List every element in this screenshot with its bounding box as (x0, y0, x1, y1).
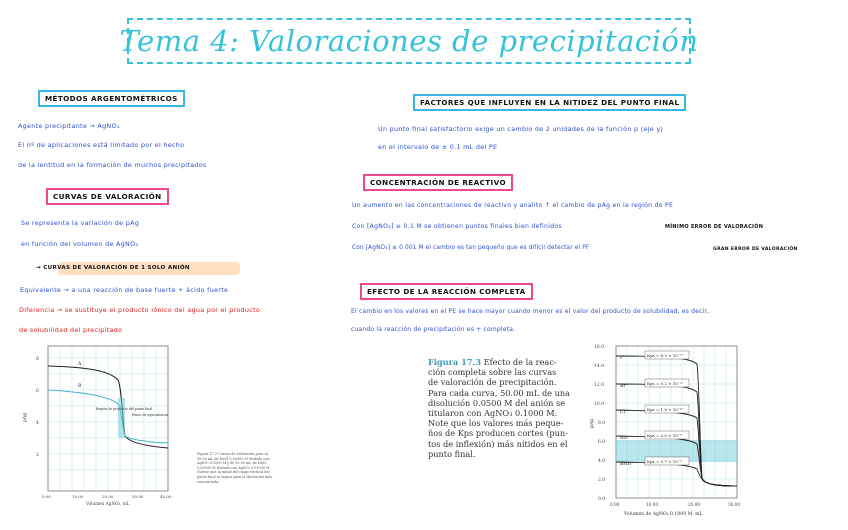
efecto-line-2: cuando la reacción de precipitación es + completa. (351, 326, 516, 333)
y-tick: 6.0 (598, 440, 606, 445)
curve-b-label: B (78, 384, 82, 389)
figure-caption-label: Figura 17.3 (428, 357, 482, 367)
ksp-label: Kps = 1.8 × 10⁻¹⁰ (647, 407, 684, 412)
anion-label: Cl⁻ (620, 410, 628, 415)
y-tick: 4.0 (598, 459, 606, 464)
figure-large (590, 338, 746, 518)
anion-label: I⁻ (620, 356, 625, 361)
equivalencia-line: Equivalente → a una reacción de base fuerte + ácido fuerte (20, 286, 229, 294)
note-region: Región de producto del punto final (96, 407, 153, 411)
y-tick: 6 (36, 389, 39, 394)
x-tick: 30.00 (728, 502, 740, 507)
anion-label: IO₃⁻ (620, 436, 630, 441)
x-tick: 20.00 (102, 494, 114, 499)
note-equivalence: Punto de equivalencia (132, 413, 168, 417)
y-tick: 0.0 (598, 497, 606, 502)
metodos-line-2: El nº de aplicaciones está limitado por el hecho (18, 141, 185, 149)
y-tick: 8.0 (598, 421, 606, 426)
anion-label: BrO₃⁻ (620, 462, 634, 467)
concentracion-line-1: Un aumento en las concentraciones de reactivo y analito ↑ el cambio de pAg en la región de PE (352, 202, 674, 209)
diferencia-line-1: Diferencia → se sustituye el producto iónico del agua por el producto (19, 306, 261, 314)
concentracion-note-3: GRAN ERROR DE VALORACIÓN (713, 247, 798, 252)
y-tick: 2 (36, 453, 39, 458)
ksp-label: Kps = 3.0 × 10⁻⁸ (647, 433, 682, 438)
heading-metodos: MÉTODOS ARGENTOMÉTRICOS (38, 90, 185, 107)
diferencia-line-2: de solubilidad del precipitado (19, 326, 123, 334)
figure-small-caption: Figura 17.2 Curvas de valoración para A) 50.00 mL de NaCl 0.05000 M titulado con AgNO₃ 0.1000 M y B) 50.00 mL de NaCl 0.00500 M titulado con AgNO₃ 0.01000 M. Notese que la mitad del rango vertical del punto final es mayor para la disolución más concentrada. (197, 452, 273, 484)
y-tick: 12.0 (594, 383, 605, 388)
figure-caption-line: disolución 0.0500 M del anión se (428, 397, 566, 408)
figure-caption-line: titularon con AgNO₃ 0.1000 M. (428, 408, 558, 419)
efecto-line-1: El cambio en los valores en el PE se hace mayor cuando menor es el valor del producto de solubilidad, es decir, (351, 308, 710, 315)
x-tick: 0.00 (610, 502, 620, 507)
metodos-line-3: de la lentitud en la formación de muchos precipitados (18, 161, 207, 169)
y-axis-label: pAg (23, 412, 28, 422)
y-tick: 2.0 (598, 478, 606, 483)
curvas-line-2: en función del volumen de AgNO₃ (21, 240, 139, 248)
curve-a-label: A (78, 362, 82, 367)
factores-line-2: en el intervalo de ± 0.1 mL del PE (378, 143, 498, 151)
ksp-label: Kps = 5.2 × 10⁻¹³ (647, 381, 684, 386)
figure-caption-line: tos de inflexión) más nítidos en el (428, 438, 568, 449)
figure-caption-line: de valoración de precipitación. (428, 377, 557, 388)
x-axis-label: Volumen de AgNO₃ 0.1000 M, mL (624, 512, 703, 517)
anion-label: Br⁻ (620, 384, 628, 389)
page-title: Tema 4: Valoraciones de precipitación (119, 24, 699, 58)
figure-caption-line: punto final. (428, 448, 476, 459)
heading-curvas: CURVAS DE VALORACIÓN (46, 188, 169, 205)
figure-caption-line: ción completa sobre las curvas (428, 367, 557, 378)
x-tick: 20.00 (688, 502, 700, 507)
ksp-label: Kps = 5.7 × 10⁻⁵ (647, 459, 682, 464)
heading-concentracion: CONCENTRACIÓN DE REACTIVO (363, 174, 513, 191)
y-tick: 10.0 (594, 402, 605, 407)
heading-factores: FACTORES QUE INFLUYEN EN LA NITIDEZ DEL PUNTO FINAL (413, 94, 686, 111)
x-tick: 40.00 (160, 494, 172, 499)
x-tick: 10.00 (646, 502, 658, 507)
figure-caption (428, 357, 588, 459)
concentracion-line-2: Con [AgNO₃] ≥ 0.1 M se obtienen puntos finales bien definidos (352, 223, 562, 230)
y-tick: 4 (36, 421, 39, 426)
curvas-line-1: Se representa la variación de pAg (21, 219, 140, 227)
curve-iodide (616, 356, 737, 486)
x-axis-label: Volumen AgNO₃, mL (86, 501, 130, 506)
curve-bromate (616, 462, 737, 486)
factores-line-1: Un punto final satisfactorio exige un cambio de 2 unidades de la función p (eje y) (378, 125, 664, 133)
sub-heading-un-anion: → CURVAS DE VALORACIÓN DE 1 SOLO ANIÓN (36, 265, 190, 271)
figure-caption-line: Para cada curva, 50.00 mL de una (428, 387, 571, 398)
figure-caption-line: ños de Kps producen cortes (pun- (428, 428, 568, 439)
y-tick: 8 (36, 357, 39, 362)
y-axis-label: pAg (590, 418, 595, 428)
heading-efecto: EFECTO DE LA REACCIÓN COMPLETA (360, 283, 533, 300)
figure-caption-line: Note que los valores más peque- (428, 418, 564, 429)
metodos-line-1: Agente precipitante → AgNO₃ (18, 122, 120, 130)
concentracion-line-3: Con [AgNO₃] ≤ 0.001 M el cambio es tan pequeño que es difícil detectar el PF (352, 245, 590, 251)
x-tick: 0.00 (42, 494, 51, 499)
x-tick: 30.00 (132, 494, 144, 499)
y-tick: 16.0 (594, 345, 605, 350)
concentracion-note-2: MÍNIMO ERROR DE VALORACIÓN (665, 224, 764, 230)
figure-caption-line: Efecto de la reac- (483, 357, 557, 367)
x-tick: 10.00 (72, 494, 84, 499)
y-tick: 14.0 (594, 364, 605, 369)
title-frame (119, 18, 699, 64)
ksp-label: Kps = 8.3 × 10⁻¹⁷ (647, 353, 684, 358)
